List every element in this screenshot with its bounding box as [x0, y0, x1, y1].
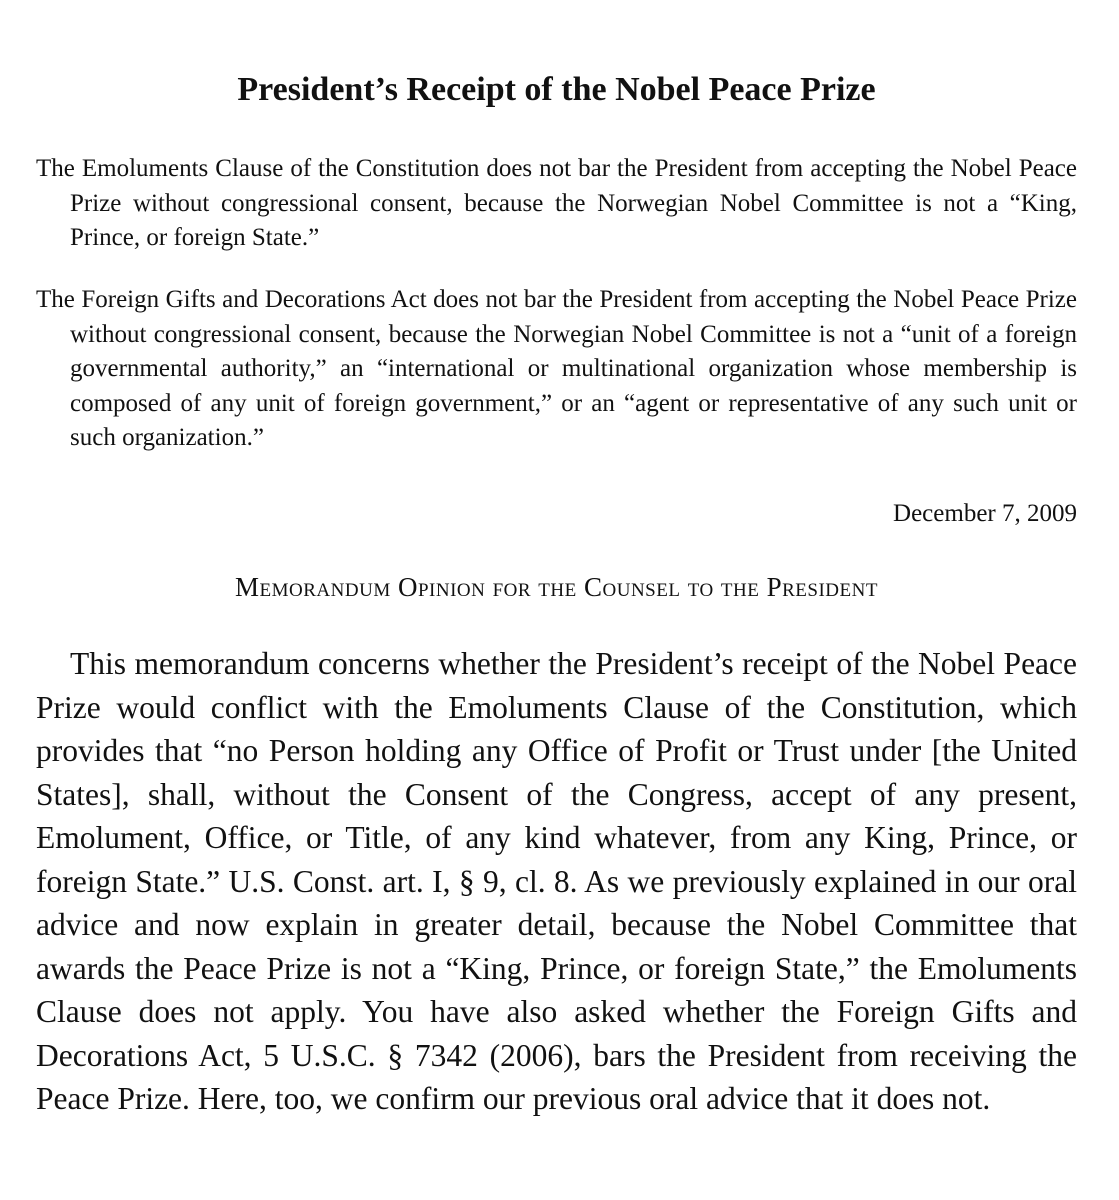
headnote-foreign-gifts-act: The Foreign Gifts and Decorations Act does not bar the President from accepting the Nobel Peace Prize without congressional consent, because the Norwegian Nobel Committee is not a “unit of a foreign governmental authority,” an “international or multinational organization whose membership is composed of any unit of foreign government,” or an “agent or representative of any such unit or such organization.”: [36, 286, 1077, 452]
document-title: President’s Receipt of the Nobel Peace Prize: [237, 71, 876, 108]
opinion-date: December 7, 2009: [893, 500, 1077, 527]
headnote-emoluments-clause: The Emoluments Clause of the Constitution does not bar the President from accepting the Nobel Peace Prize without congressional consent, because the Norwegian Nobel Committee is not a “King, Prince, or foreign State.”: [36, 155, 1077, 252]
body-paragraph: This memorandum concerns whether the President’s receipt of the Nobel Peace Prize would conflict with the Emoluments Clause of the Constitution, which provides that “no Person holding any Office of Profit or Trust under [the United States], shall, without the Consent of the Congress, accept of any present, Emolument, Office, or Title, of any kind whatever, from any King, Prince, or foreign State.” U.S. Const. art. I, § 9, cl. 8. As we previously explained in our oral advice and now explain in greater detail, because the Nobel Committee that awards the Peace Prize is not a “King, Prince, or foreign State,” the Emoluments Clause does not apply. You have also asked whether the Foreign Gifts and Decorations Act, 5 U.S.C. § 7342 (2006), bars the President from receiving the Peace Prize. Here, too, we confirm our previous oral advice that it does not.: [36, 646, 1077, 1116]
memorandum-heading: Memorandum Opinion for the Counsel to the President: [235, 572, 878, 602]
